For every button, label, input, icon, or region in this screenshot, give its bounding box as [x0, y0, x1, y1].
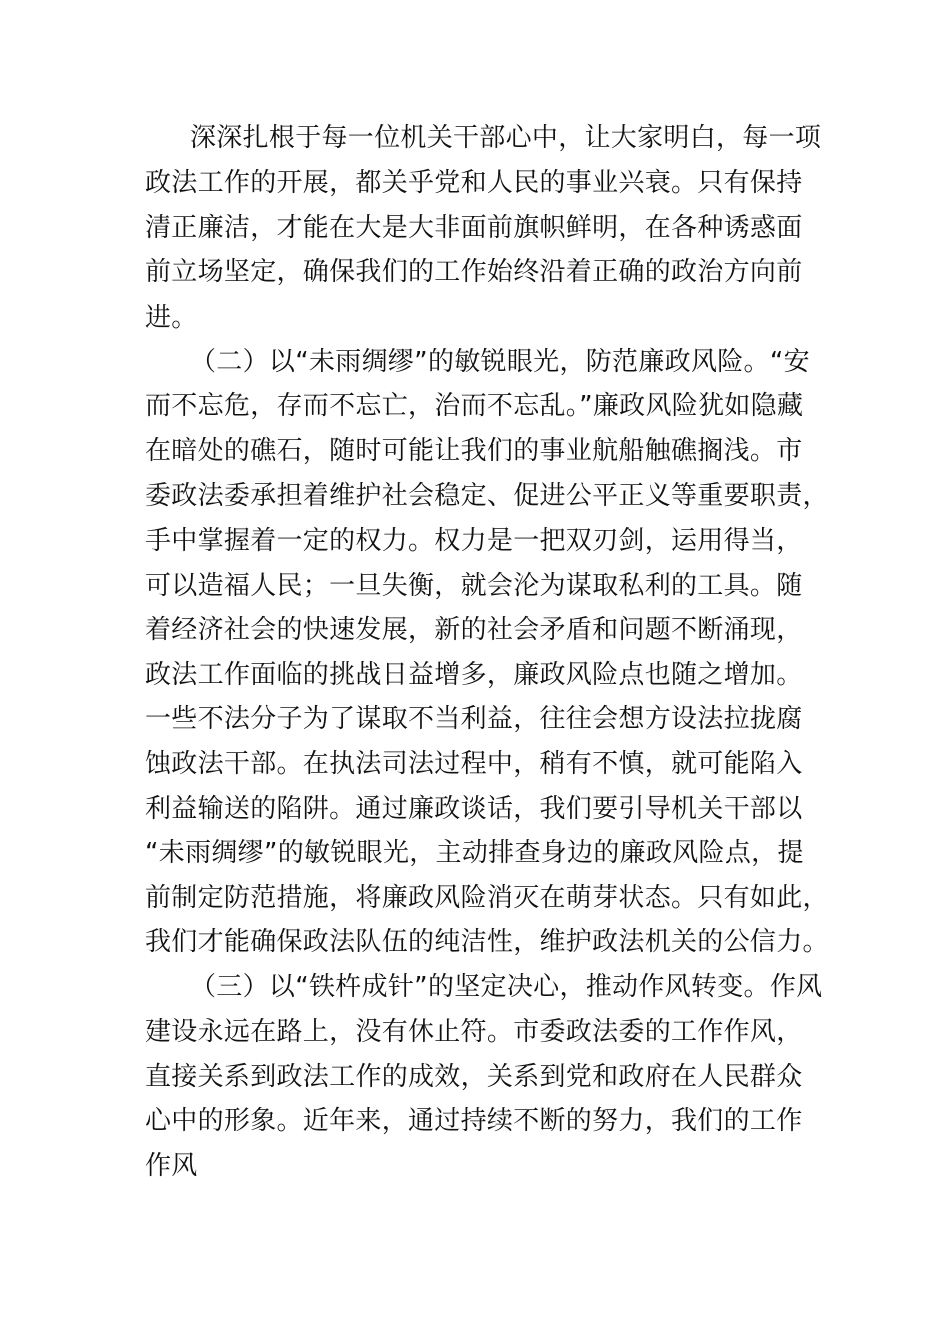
text-line: 在暗处的礁石，随时可能让我们的事业航船触礁搁浅。市 — [145, 436, 803, 466]
text-line: 着经济社会的快速发展，新的社会矛盾和问题不断涌现， — [145, 615, 803, 645]
text-line: 一些不法分子为了谋取不当利益，往往会想方设法拉拢腐 — [145, 704, 803, 734]
text-line: 而不忘危，存而不忘亡，治而不忘乱。”廉政风险犹如隐藏 — [145, 391, 804, 421]
text-line: 委政法委承担着维护社会稳定、促进公平正义等重要职责， — [145, 481, 829, 511]
text-line: 手中掌握着一定的权力。权力是一把双刃剑，运用得当， — [145, 526, 803, 556]
section-heading-2: （二）以“未雨绸缪”的敏锐眼光，防范廉政风险。“安 — [190, 347, 810, 377]
text-line: 利益输送的陷阱。通过廉政谈话，我们要引导机关干部以 — [145, 794, 803, 824]
text-line: 进。 — [145, 303, 198, 333]
text-line: 直接关系到政法工作的成效，关系到党和政府在人民群众 — [145, 1062, 803, 1092]
text-line: 我们才能确保政法队伍的纯洁性，维护政法机关的公信力。 — [145, 927, 829, 957]
text-line: 心中的形象。近年来，通过持续不断的努力，我们的工作 — [145, 1106, 803, 1136]
text-line: 深深扎根于每一位机关干部心中，让大家明白，每一项 — [190, 123, 822, 153]
text-line: “未雨绸缪”的敏锐眼光，主动排查身边的廉政风险点，提 — [145, 838, 804, 868]
text-line: 蚀政法干部。在执法司法过程中，稍有不慎，就可能陷入 — [145, 749, 803, 779]
section-heading-3: （三）以“铁杵成针”的坚定决心，推动作风转变。作风 — [190, 972, 823, 1002]
text-line: 政法工作面临的挑战日益增多，廉政风险点也随之增加。 — [145, 660, 803, 690]
text-line: 清正廉洁，才能在大是大非面前旗帜鲜明，在各种诱惑面 — [145, 213, 803, 243]
text-line: 政法工作的开展，都关乎党和人民的事业兴衰。只有保持 — [145, 168, 803, 198]
text-line: 前制定防范措施，将廉政风险消灭在萌芽状态。只有如此， — [145, 883, 829, 913]
text-line: 建设永远在路上，没有休止符。市委政法委的工作作风， — [145, 1017, 803, 1047]
text-line: 可以造福人民；一旦失衡，就会沦为谋取私利的工具。随 — [145, 571, 803, 601]
text-line: 前立场坚定，确保我们的工作始终沿着正确的政治方向前 — [145, 257, 803, 287]
text-line: 作风 — [145, 1151, 198, 1181]
